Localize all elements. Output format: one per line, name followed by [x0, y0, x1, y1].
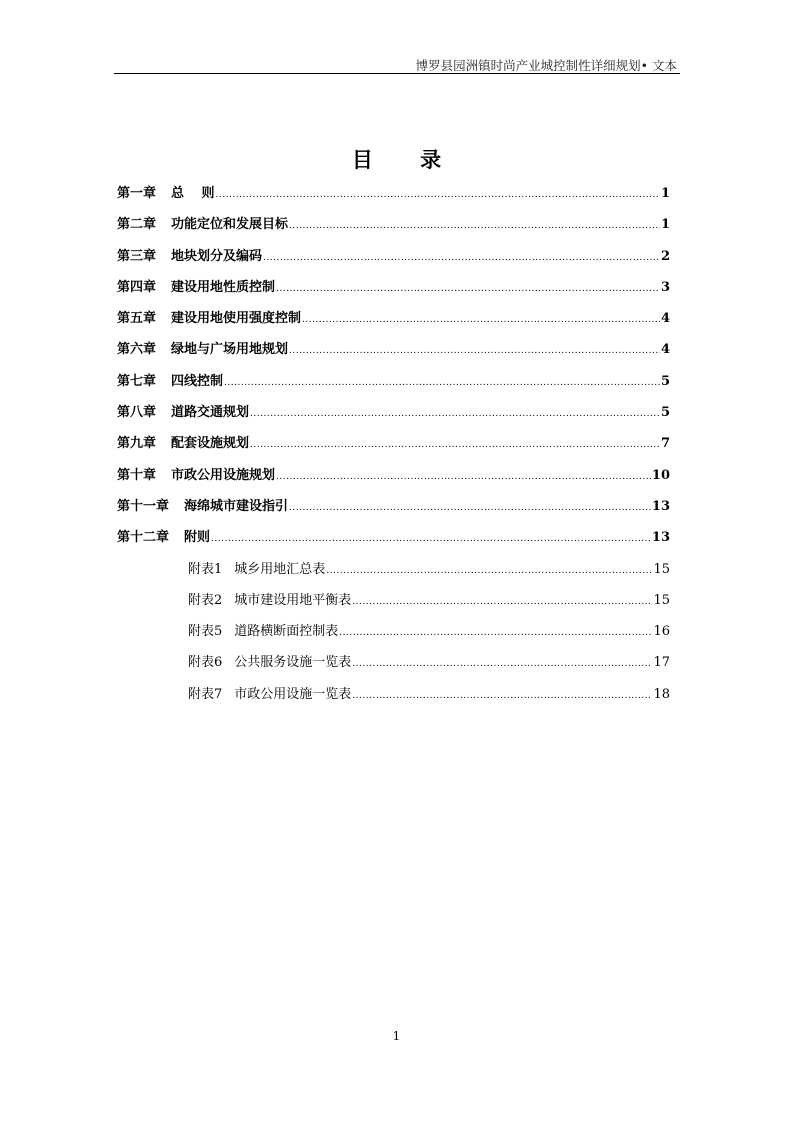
- dot-leader: [216, 180, 660, 209]
- chapter-title: 道路交通规划: [171, 405, 250, 421]
- appendix-title: 市政公用设施一览表: [234, 686, 352, 702]
- dot-leader: [339, 618, 652, 647]
- appendix-title: 道路横断面控制表: [234, 624, 339, 640]
- dot-leader: [276, 274, 660, 303]
- dot-leader: [352, 649, 652, 678]
- page-ref: 4: [660, 311, 670, 327]
- page-ref: 15: [653, 561, 670, 577]
- toc-chapter-row[interactable]: [117, 399, 670, 430]
- chapter-number: 第七章: [117, 373, 157, 389]
- chapter-number: 第五章: [117, 311, 157, 327]
- dot-leader: [289, 493, 651, 522]
- chapter-title: 建设用地性质控制: [171, 279, 276, 295]
- page-number: 1: [392, 1029, 401, 1043]
- chapter-number: 第九章: [117, 436, 157, 452]
- page-ref: 1: [660, 217, 670, 233]
- dot-leader: [263, 243, 660, 272]
- appendix-title: 公共服务设施一览表: [234, 655, 352, 671]
- toc-appendix-row[interactable]: [117, 649, 670, 680]
- header-rule: [114, 73, 680, 74]
- page-ref: 4: [660, 342, 670, 358]
- dot-leader: [250, 399, 660, 428]
- page-ref: 3: [660, 279, 670, 295]
- toc-appendix-row[interactable]: [117, 587, 670, 618]
- toc-chapter-row[interactable]: [117, 368, 670, 399]
- page-ref: 10: [651, 467, 670, 483]
- chapter-title: 市政公用设施规划: [171, 467, 276, 483]
- chapter-title: 功能定位和发展目标: [171, 217, 289, 233]
- page-ref: 18: [653, 686, 670, 702]
- chapter-title: 附则: [184, 530, 211, 546]
- page-ref: 17: [653, 655, 670, 671]
- page-ref: 5: [660, 405, 670, 421]
- page-ref: 15: [653, 592, 670, 608]
- chapter-number: 第一章: [117, 186, 157, 201]
- chapter-number: 第八章: [117, 405, 157, 421]
- toc-appendix-row[interactable]: [117, 618, 670, 649]
- chapter-number: 第四章: [117, 279, 157, 295]
- chapter-title: 地块划分及编码: [171, 248, 263, 264]
- chapter-title: 总 则: [171, 186, 215, 201]
- appendix-number: 附表6: [188, 655, 223, 671]
- toc-chapter-row[interactable]: [117, 493, 670, 524]
- toc-appendix-row[interactable]: [117, 556, 670, 587]
- page-ref: 13: [651, 498, 670, 514]
- header-title: 博罗县园洲镇时尚产业城控制性详细规划• 文本: [415, 58, 677, 73]
- table-of-contents: [117, 180, 670, 712]
- dot-leader: [276, 462, 651, 491]
- appendix-title: 城乡用地汇总表: [234, 561, 326, 577]
- dot-leader: [289, 336, 660, 365]
- chapter-number: 第十一章: [117, 498, 170, 514]
- chapter-number: 第十章: [117, 467, 157, 483]
- dot-leader: [224, 368, 660, 397]
- toc-chapter-row[interactable]: [117, 180, 670, 211]
- dot-leader: [250, 430, 660, 459]
- toc-chapter-row[interactable]: [117, 274, 670, 305]
- toc-chapter-row[interactable]: [117, 211, 670, 242]
- page-ref: 7: [660, 436, 670, 452]
- chapter-number: 第二章: [117, 217, 157, 233]
- appendix-number: 附表7: [188, 686, 223, 702]
- chapter-title: 建设用地使用强度控制: [171, 311, 302, 327]
- page-ref: 1: [660, 186, 670, 201]
- toc-chapter-row[interactable]: [117, 305, 670, 336]
- toc-title: 目 录: [351, 147, 462, 172]
- chapter-number: 第十二章: [117, 530, 170, 546]
- chapter-number: 第六章: [117, 342, 157, 358]
- toc-chapter-row[interactable]: [117, 462, 670, 493]
- toc-chapter-row[interactable]: [117, 243, 670, 274]
- dot-leader: [289, 211, 660, 240]
- chapter-number: 第三章: [117, 248, 157, 264]
- dot-leader: [302, 305, 660, 334]
- dot-leader: [352, 681, 652, 710]
- page-ref: 5: [660, 373, 670, 389]
- toc-chapter-row[interactable]: [117, 430, 670, 461]
- toc-chapter-row[interactable]: [117, 336, 670, 367]
- chapter-title: 绿地与广场用地规划: [171, 342, 289, 358]
- page-ref: 13: [651, 530, 670, 546]
- toc-chapter-row[interactable]: [117, 524, 670, 555]
- page-ref: 16: [653, 624, 670, 640]
- page-ref: 2: [660, 248, 670, 264]
- toc-appendix-row[interactable]: [117, 681, 670, 712]
- chapter-title: 配套设施规划: [171, 436, 250, 452]
- appendix-number: 附表5: [188, 624, 223, 640]
- chapter-title: 四线控制: [171, 373, 224, 389]
- appendix-number: 附表2: [188, 592, 223, 608]
- dot-leader: [352, 587, 652, 616]
- appendix-number: 附表1: [188, 561, 223, 577]
- dot-leader: [326, 556, 652, 585]
- appendix-title: 城市建设用地平衡表: [234, 592, 352, 608]
- chapter-title: 海绵城市建设指引: [184, 498, 289, 514]
- dot-leader: [211, 524, 651, 553]
